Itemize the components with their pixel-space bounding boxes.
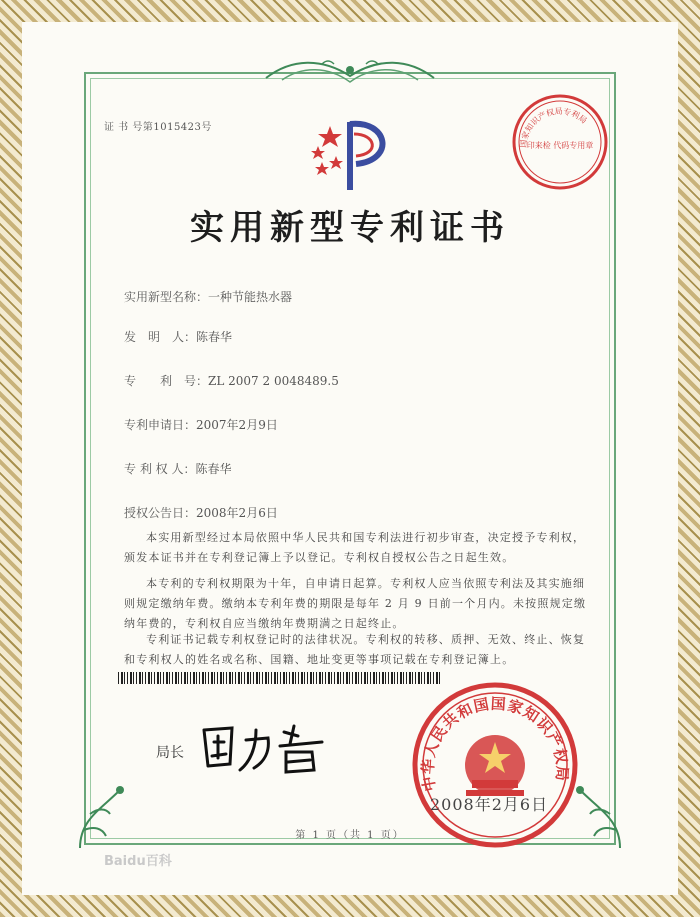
official-seal-text: 中华人民共和国国家知识产权局: [418, 694, 572, 793]
field-patentee: 专 利 权 人：陈春华: [124, 462, 232, 476]
paragraph-term: 本专利的专利权期限为十年，自申请日起算。专利权人应当依照专利法及其实施细则规定缴纳年费。缴纳本专利年费的期限是每年 2 月 9 日前一个月内。未按照规定缴纳年费的，专利权自应当缴纳年费期满之日起终止。: [124, 577, 587, 630]
paragraph-grant: 本实用新型经过本局依照中华人民共和国专利法进行初步审查，决定授予专利权，颁发本证书并在专利登记簿上予以登记。专利权自授权公告之日起生效。: [124, 531, 586, 564]
small-seal-center: 印来检 代码专用章: [526, 141, 594, 150]
page-number: 第 1 页（共 1 页）: [295, 830, 405, 841]
field-utility-model-name: 实用新型名称：一种节能热水器: [124, 290, 293, 304]
field-inventor: 发 明 人：陈春华: [124, 330, 233, 344]
certificate-title: 实用新型专利证书: [190, 208, 510, 248]
barcode: [118, 672, 440, 684]
top-ornament-icon: [262, 56, 438, 86]
field-grant-date: 授权公告日：2008年2月6日: [124, 506, 278, 520]
field-patent-number: 专 利 号：ZL 2007 2 0048489.5: [124, 374, 339, 388]
small-seal-icon: [508, 90, 612, 194]
seal-date: 2008年2月6日: [430, 795, 549, 814]
official-seal-icon: [410, 680, 580, 850]
paragraph-legal-status: 专利证书记载专利权登记时的法律状况。专利权的转移、质押、无效、终止、恢复和专利权人的姓名或名称、国籍、地址变更等事项记载在专利登记簿上。: [124, 633, 586, 666]
director-label: 局长: [156, 745, 184, 761]
certificate-number: 证 书 号第1015423号: [104, 122, 212, 133]
field-application-date: 专利申请日：2007年2月9日: [124, 418, 278, 432]
patent-office-logo-icon: [300, 112, 400, 192]
watermark: Baidu百科: [104, 854, 172, 869]
director-signature-icon: [198, 718, 328, 778]
small-seal-text: 国家知识产权局专利局: [518, 106, 589, 149]
